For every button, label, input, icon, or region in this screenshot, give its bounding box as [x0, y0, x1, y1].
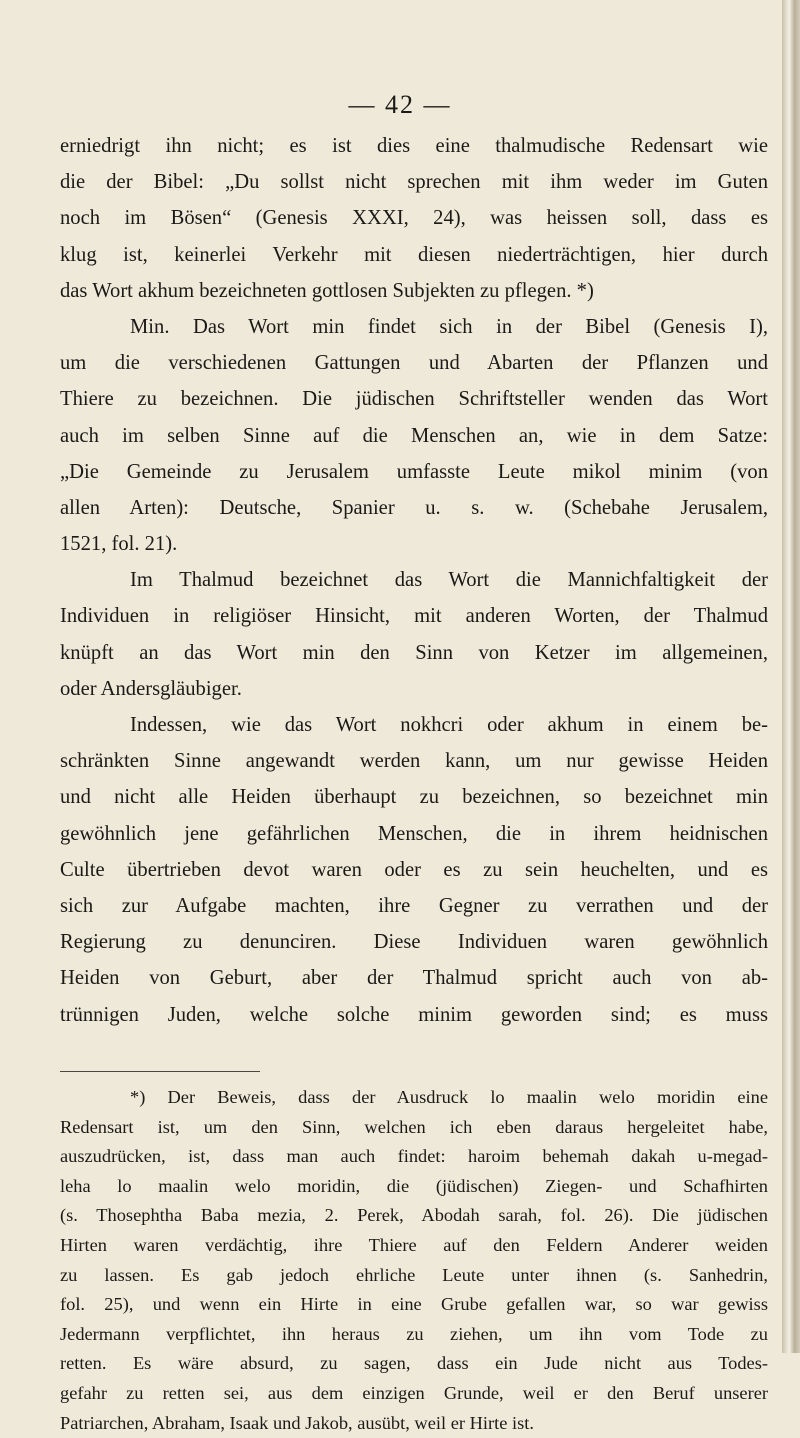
main-text	[60, 128, 768, 1033]
footnote-line: *) Der Beweis, dass der Ausdruck lo maalin welo moridin eine	[130, 1087, 768, 1107]
text-line: 1521, fol. 21).	[60, 533, 178, 556]
text-line: die der Bibel: „Du sollst nicht sprechen mit ihm weder im Guten	[60, 171, 768, 194]
footnote-line: Jedermann verpflichtet, ihn heraus zu ziehen, um ihn vom Tode zu	[60, 1323, 768, 1344]
text-line: Min. Das Wort min findet sich in der Bibel (Genesis I),	[130, 315, 768, 338]
text-line: knüpft an das Wort min den Sinn von Ketzer im allgemeinen,	[60, 641, 768, 664]
footnote-line: (s. Thosephtha Baba mezia, 2. Perek, Abodah sarah, fol. 26). Die jüdischen	[60, 1205, 768, 1226]
footnote-line: Hirten waren verdächtig, ihre Thiere auf den Feldern Anderer weiden	[60, 1234, 768, 1255]
text-line: schränkten Sinne angewandt werden kann, um nur gewisse Heiden	[60, 750, 768, 773]
text-line: Thiere zu bezeichnen. Die jüdischen Schriftsteller wenden das Wort	[60, 388, 768, 411]
footnote-line: fol. 25), und wenn ein Hirte in eine Grube gefallen war, so war gewiss	[60, 1294, 768, 1315]
footnote-line: Redensart ist, um den Sinn, welchen ich eben daraus hergeleitet habe,	[60, 1116, 768, 1137]
text-line: noch im Bösen“ (Genesis XXXI, 24), was heissen soll, dass es	[60, 207, 768, 230]
footnote-divider	[60, 1071, 260, 1072]
page-number: — 42 —	[348, 90, 452, 119]
text-line: klug ist, keinerlei Verkehr mit diesen niederträchtigen, hier durch	[60, 243, 768, 266]
text-line: Heiden von Geburt, aber der Thalmud spricht auch von ab-	[60, 967, 768, 990]
text-line: erniedrigt ihn nicht; es ist dies eine thalmudische Redensart wie	[60, 135, 768, 157]
text-line: Individuen in religiöser Hinsicht, mit anderen Worten, der Thalmud	[60, 605, 768, 628]
text-line: das Wort akhum bezeichneten gottlosen Subjekten zu pflegen. *)	[60, 279, 594, 302]
text-line: und nicht alle Heiden überhaupt zu bezeichnen, so bezeichnet min	[60, 786, 768, 809]
footnote-line: auszudrücken, ist, dass man auch findet: haroim behemah dakah u-megad-	[60, 1146, 768, 1167]
page-edge	[782, 0, 800, 1353]
text-line: um die verschiedenen Gattungen und Abarten der Pflanzen und	[60, 352, 768, 375]
footnote-line: zu lassen. Es gab jedoch ehrliche Leute unter ihnen (s. Sanhedrin,	[60, 1264, 768, 1285]
text-line: gewöhnlich jene gefährlichen Menschen, die in ihrem heidnischen	[60, 822, 768, 845]
text-line: Indessen, wie das Wort nokhcri oder akhum in einem be-	[130, 714, 768, 736]
footnote	[60, 1083, 768, 1438]
text-line: oder Andersgläubiger.	[60, 677, 242, 700]
footnote-line: Patriarchen, Abraham, Isaak und Jakob, ausübt, weil er Hirte ist.	[60, 1412, 534, 1433]
text-line: auch im selben Sinne auf die Menschen an, wie in dem Satze:	[60, 424, 768, 447]
text-line: sich zur Aufgabe machten, ihre Gegner zu verrathen und der	[60, 894, 768, 917]
text-line: Regierung zu denunciren. Diese Individuen waren gewöhnlich	[60, 931, 768, 954]
footnote-line: leha lo maalin welo moridin, die (jüdischen) Ziegen- und Schafhirten	[60, 1175, 768, 1196]
text-line: allen Arten): Deutsche, Spanier u. s. w. (Schebahe Jerusalem,	[60, 496, 768, 519]
text-line: Culte übertrieben devot waren oder es zu sein heuchelten, und es	[60, 858, 768, 881]
text-line: Im Thalmud bezeichnet das Wort die Mannichfaltigkeit der	[130, 569, 768, 592]
footnote-line: retten. Es wäre absurd, zu sagen, dass ein Jude nicht aus Todes-	[60, 1353, 768, 1374]
text-line: trünnigen Juden, welche solche minim geworden sind; es muss	[60, 1003, 768, 1026]
text-line: „Die Gemeinde zu Jerusalem umfasste Leute mikol minim (von	[60, 460, 768, 483]
footnote-line: gefahr zu retten sei, aus dem einzigen Grunde, weil er den Beruf unserer	[60, 1382, 768, 1403]
